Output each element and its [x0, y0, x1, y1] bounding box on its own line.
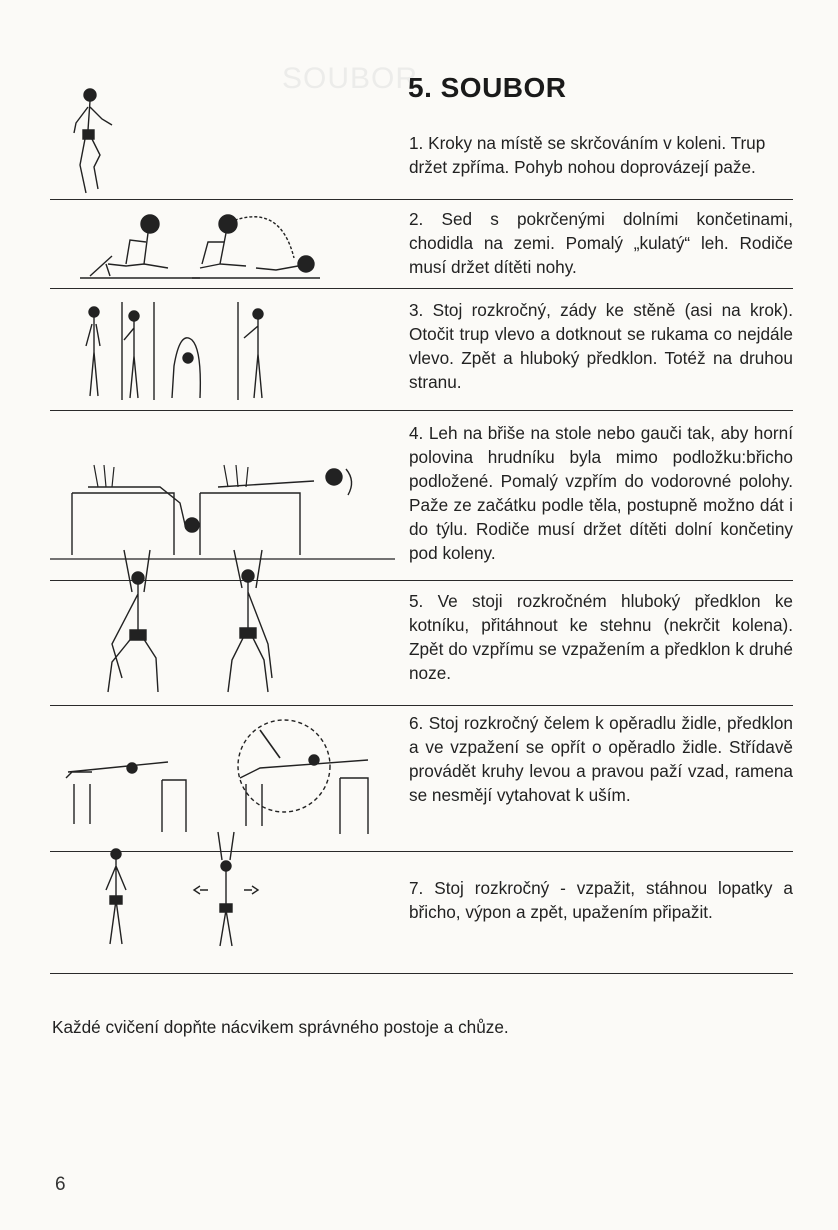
exercise-7-text: 7. Stoj rozkročný - vzpažit, stáhnou lopatky a břicho, výpon a zpět, upažením připažit.	[409, 878, 793, 922]
divider-1	[50, 199, 793, 200]
exercise-2-illustration	[50, 206, 395, 284]
exercise-6-illustration	[50, 714, 395, 849]
exercise-4-illustration	[50, 455, 395, 560]
show-through-text: SOUBOR	[282, 62, 419, 95]
exercise-7-illustration	[50, 830, 395, 950]
divider-2	[50, 288, 793, 289]
exercise-1-illustration	[50, 85, 395, 200]
exercise-5-illustration	[50, 548, 395, 698]
exercise-1-text: 1. Kroky na místě se skrčováním v koleni. Trup držet zpříma. Pohyb nohou doprovázejí paže.	[409, 133, 766, 177]
exercise-6-text: 6. Stoj rozkročný čelem k opěradlu židle, předklon a ve vzpažení se opřít o opěradlo židle. Střídavě provádět kruhy levou a pravou paží vzad, ramena se nesmějí vytahovat k uším.	[409, 713, 793, 805]
exercise-2-text: 2. Sed s pokrčenými dolními končetinami, chodidla na zemi. Pomalý „kulatý“ leh. Rodiče musí držet dítěti nohy.	[409, 209, 793, 277]
divider-7	[50, 973, 793, 974]
footnote: Každé cvičení dopňte nácvikem správného postoje a chůze.	[52, 1017, 509, 1037]
exercise-3-illustration	[50, 300, 395, 406]
section-title: 5. SOUBOR	[408, 72, 567, 103]
page-number: 6	[55, 1174, 66, 1195]
divider-5	[50, 705, 793, 706]
divider-3	[50, 410, 793, 411]
exercise-5-text: 5. Ve stoji rozkročném hluboký předklon ke kotníku, přitáhnout ke stehnu (nekrčit kolena). Zpět do vzpřímu se vzpažením a předklon k druhé noze.	[409, 591, 793, 683]
exercise-4-text: 4. Leh na břiše na stole nebo gauči tak, aby horní polovina hrudníku byla mimo podložku:břicho podložené. Pomalý vzpřím do vodorovné polohy. Paže ze začátku podle těla, postupně možno dát i do týlu. Rodiče musí držet dítěti dolní končetiny pod koleny.	[409, 423, 793, 563]
exercise-3-text: 3. Stoj rozkročný, zády ke stěně (asi na krok). Otočit trup vlevo a dotknout se rukama co nejdále vlevo. Zpět a hluboký předklon. Totéž na druhou stranu.	[409, 300, 793, 392]
